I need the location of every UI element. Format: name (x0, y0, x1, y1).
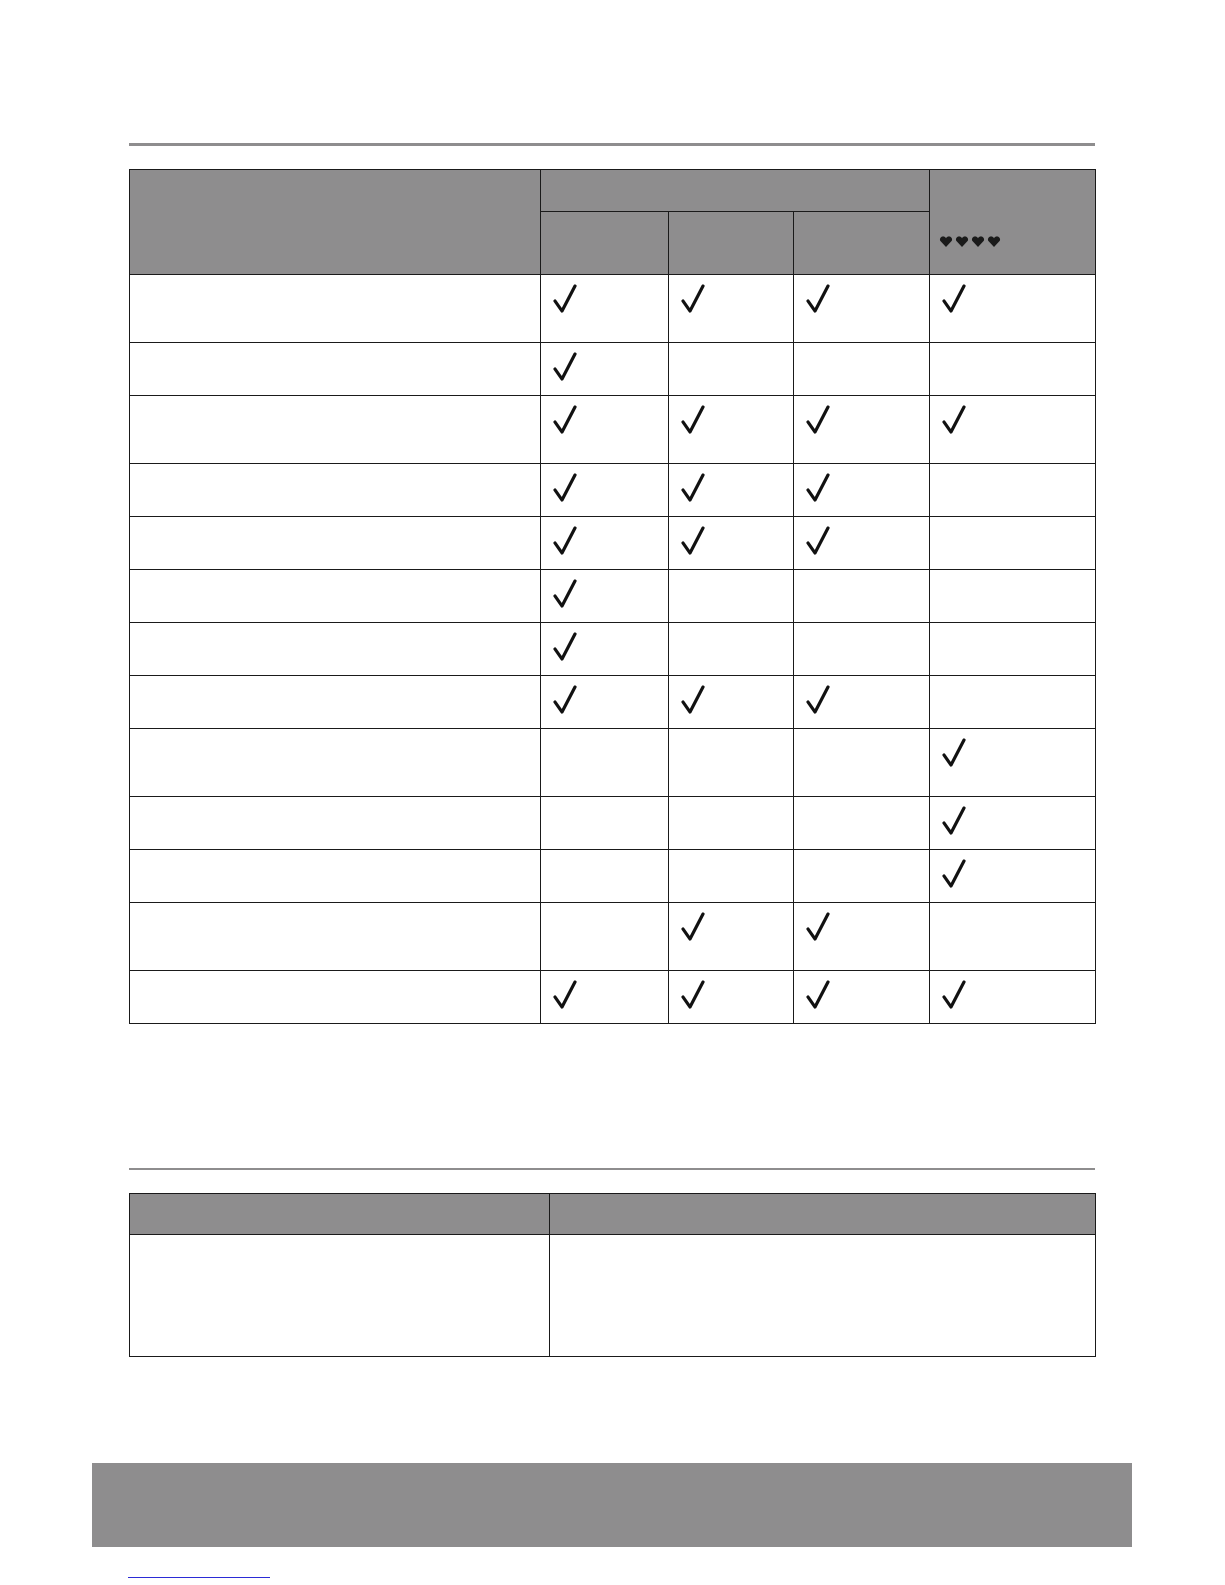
check-icon (681, 980, 705, 1010)
subcolumn-header-3 (794, 212, 930, 275)
support-cell (669, 343, 794, 396)
feature-name-cell (130, 797, 541, 850)
table-row (130, 676, 1096, 729)
support-cell (541, 797, 669, 850)
support-cell (669, 623, 794, 676)
feature-name-cell (130, 464, 541, 517)
support-cell (930, 850, 1096, 903)
support-cell (794, 623, 930, 676)
check-icon (806, 685, 830, 715)
check-icon (806, 284, 830, 314)
feature-name-cell (130, 517, 541, 570)
top-divider (129, 143, 1095, 146)
support-cell (930, 464, 1096, 517)
support-cell (541, 396, 669, 464)
support-cell (930, 971, 1096, 1024)
support-cell (541, 623, 669, 676)
feature-name-cell (130, 570, 541, 623)
feature-name-cell (130, 275, 541, 343)
support-cell (541, 464, 669, 517)
check-icon (553, 473, 577, 503)
feature-name-cell (130, 903, 541, 971)
check-icon (681, 473, 705, 503)
table-row (130, 903, 1096, 971)
subcolumn-header-1 (541, 212, 669, 275)
support-cell (930, 623, 1096, 676)
support-cell (541, 570, 669, 623)
check-icon (942, 859, 966, 889)
feature-name-cell (130, 971, 541, 1024)
table-row (130, 396, 1096, 464)
hearts-group-header (930, 170, 1096, 275)
feature-table-body (130, 275, 1096, 1024)
table-row (130, 464, 1096, 517)
check-icon (681, 405, 705, 435)
spec-header-left (130, 1194, 550, 1235)
table-row (130, 850, 1096, 903)
support-cell (541, 729, 669, 797)
support-cell (794, 396, 930, 464)
check-icon (942, 738, 966, 768)
support-cell (794, 570, 930, 623)
support-cell (541, 517, 669, 570)
check-icon (681, 284, 705, 314)
heart-icon (955, 236, 969, 248)
spec-cell-left (130, 1235, 550, 1357)
group-header (541, 170, 930, 212)
feature-name-cell (130, 343, 541, 396)
support-cell (541, 676, 669, 729)
support-cell (669, 275, 794, 343)
feature-name-cell (130, 676, 541, 729)
support-cell (541, 971, 669, 1024)
table-row (130, 971, 1096, 1024)
feature-comparison-table (129, 169, 1096, 1024)
check-icon (553, 284, 577, 314)
feature-name-cell (130, 729, 541, 797)
support-cell (794, 971, 930, 1024)
support-cell (541, 275, 669, 343)
heart-icon (971, 236, 985, 248)
support-cell (541, 850, 669, 903)
support-cell (930, 517, 1096, 570)
check-icon (806, 526, 830, 556)
heart-icon (987, 236, 1001, 248)
support-cell (930, 343, 1096, 396)
support-cell (930, 275, 1096, 343)
spec-table (129, 1193, 1096, 1357)
check-icon (553, 980, 577, 1010)
check-icon (553, 352, 577, 382)
table-row (130, 623, 1096, 676)
check-icon (942, 284, 966, 314)
spec-cell-right (550, 1235, 1096, 1357)
support-cell (930, 729, 1096, 797)
table-row (130, 343, 1096, 396)
check-icon (942, 980, 966, 1010)
support-cell (541, 343, 669, 396)
check-icon (553, 526, 577, 556)
table-row (130, 517, 1096, 570)
support-cell (794, 676, 930, 729)
feature-name-cell (130, 623, 541, 676)
support-cell (794, 517, 930, 570)
check-icon (681, 912, 705, 942)
check-icon (806, 473, 830, 503)
support-cell (669, 797, 794, 850)
section-divider (129, 1168, 1095, 1170)
feature-name-cell (130, 850, 541, 903)
support-cell (669, 971, 794, 1024)
support-cell (669, 729, 794, 797)
support-cell (669, 676, 794, 729)
support-cell (669, 517, 794, 570)
check-icon (681, 685, 705, 715)
support-cell (794, 275, 930, 343)
table-row (130, 729, 1096, 797)
hearts-rating (939, 236, 1095, 248)
check-icon (553, 579, 577, 609)
support-cell (930, 570, 1096, 623)
support-cell (669, 850, 794, 903)
feature-name-cell (130, 396, 541, 464)
check-icon (806, 912, 830, 942)
feature-name-header (130, 170, 541, 275)
check-icon (942, 806, 966, 836)
check-icon (806, 405, 830, 435)
support-cell (669, 903, 794, 971)
check-icon (806, 980, 830, 1010)
table-row (130, 797, 1096, 850)
check-icon (553, 685, 577, 715)
support-cell (669, 464, 794, 517)
support-cell (794, 850, 930, 903)
footer-link-underline[interactable] (128, 1577, 270, 1578)
support-cell (794, 903, 930, 971)
check-icon (681, 526, 705, 556)
support-cell (930, 396, 1096, 464)
check-icon (553, 405, 577, 435)
table-row (130, 570, 1096, 623)
footer-bar (92, 1463, 1132, 1547)
support-cell (930, 797, 1096, 850)
table-row (130, 275, 1096, 343)
check-icon (942, 405, 966, 435)
support-cell (669, 570, 794, 623)
subcolumn-header-2 (669, 212, 794, 275)
check-icon (553, 632, 577, 662)
support-cell (930, 903, 1096, 971)
spec-header-right (550, 1194, 1096, 1235)
support-cell (541, 903, 669, 971)
support-cell (794, 797, 930, 850)
support-cell (669, 396, 794, 464)
support-cell (930, 676, 1096, 729)
support-cell (794, 464, 930, 517)
support-cell (794, 343, 930, 396)
support-cell (794, 729, 930, 797)
heart-icon (939, 236, 953, 248)
